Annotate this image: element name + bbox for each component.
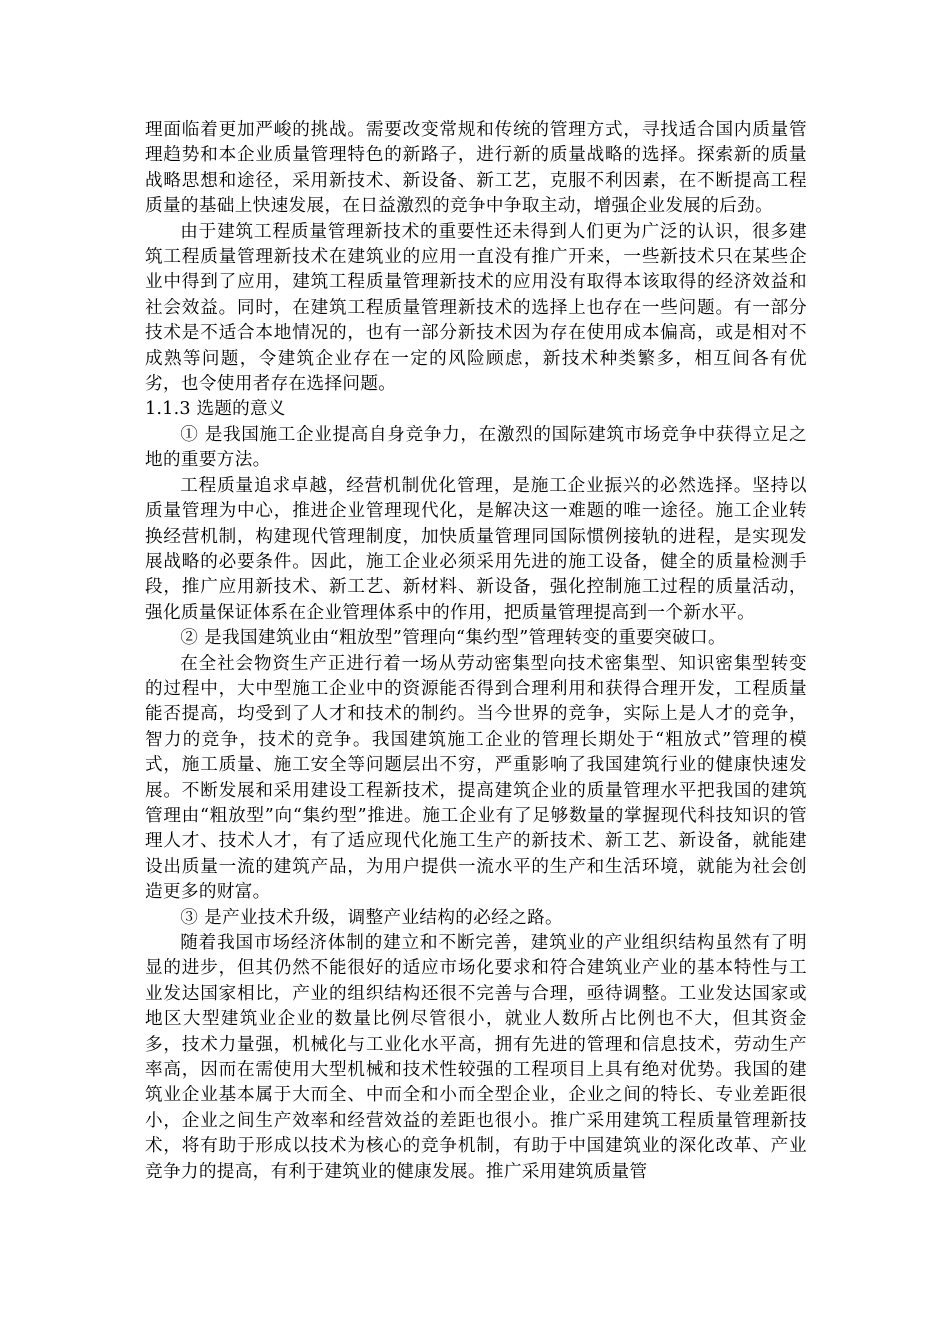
section-paragraph-2: 在全社会物资生产正进行着一场从劳动密集型向技术密集型、知识密集型转变的过程中，大中型施工企业中的资源能否得到合理利用和获得合理开发，工程质量能否提高，均受到了人才和技术的制约。当今世界的竞争，实际上是人才的竞争，智力的竞争，技术的竞争。我国建筑施工企业的管理长期处于“粗放式”管理的模式，施工质量、施工安全等问题层出不穷，严重影响了我国建筑行业的健康快速发展。不断发展和采用建设工程新技术，提高建筑企业的质量管理水平把我国的建筑管理由“粗放型”向“集约型”推进。施工企业有了足够数量的掌握现代科技知识的管理人才、技术人才，有了适应现代化施工生产的新技术、新工艺、新设备，就能建设出质量一流的建筑产品，为用户提供一流水平的生产和生活环境，就能为社会创造更多的财富。 [145, 653, 807, 903]
section-point-1: ① 是我国施工企业提高自身竞争力，在激烈的国际建筑市场竞争中获得立足之地的重要方法。 [145, 424, 807, 471]
section-paragraph-3: 随着我国市场经济体制的建立和不断完善，建筑业的产业组织结构虽然有了明显的进步，但其仍然不能很好的适应市场化要求和符合建筑业产业的基本特性与工业发达国家相比，产业的组织结构还很不完善与合理，亟待调整。工业发达国家或地区大型建筑业企业的数量比例尽管很小，就业人数所占比例也不大，但其资金多，技术力量强，机械化与工业化水平高，拥有先进的管理和信息技术，劳动生产率高，因而在需使用大型机械和技术性较强的工程项目上具有绝对优势。我国的建筑业企业基本属于大而全、中而全和小而全型企业，企业之间的特长、专业差距很小，企业之间生产效率和经营效益的差距也很小。推广采用建筑工程质量管理新技术，将有助于形成以技术为核心的竞争机制，有助于中国建筑业的深化改革、产业竞争力的提高，有利于建筑业的健康发展。推广采用建筑质量管 [145, 933, 807, 1182]
body-paragraph-1: 理面临着更加严峻的挑战。需要改变常规和传统的管理方式，寻找适合国内质量管理趋势和本企业质量管理特色的新路子，进行新的质量战略的选择。探索新的质量战略思想和途径，采用新技术、新设备、新工艺，克服不利因素，在不断提高工程质量的基础上快速发展，在日益激烈的竞争中争取主动，增强企业发展的后劲。 [145, 120, 807, 217]
body-paragraph-2: 由于建筑工程质量管理新技术的重要性还未得到人们更为广泛的认识，很多建筑工程质量管理新技术在建筑业的应用一直没有推广开来，一些新技术只在某些企业中得到了应用，建筑工程质量管理新技术的应用没有取得本该取得的经济效益和社会效益。同时，在建筑工程质量管理新技术的选择上也存在一些问题。有一部分技术是不适合本地情况的，也有一部分新技术因为存在使用成本偏高，或是相对不成熟等问题，令建筑企业存在一定的风险顾虑，新技术种类繁多，相互间各有优劣，也令使用者存在选择问题。 [145, 221, 807, 395]
section-heading: 1.1.3 选题的意义 [145, 399, 286, 420]
section-paragraph-1: 工程质量追求卓越，经营机制优化管理，是施工企业振兴的必然选择。坚持以质量管理为中心，推进企业管理现代化，是解决这一难题的唯一途径。施工企业转换经营机制，构建现代管理制度，加快质量管理同国际惯例接轨的进程，是实现发展战略的必要条件。因此，施工企业必须采用先进的施工设备，健全的质量检测手段，推广应用新技术、新工艺、新材料、新设备，强化控制施工过程的质量活动，强化质量保证体系在企业管理体系中的作用，把质量管理提高到一个新水平。 [145, 475, 807, 623]
section-point-2: ② 是我国建筑业由“粗放型”管理向“集约型”管理转变的重要突破口。 [180, 628, 726, 649]
document-body [145, 118, 807, 1185]
section-point-3: ③ 是产业技术升级，调整产业结构的必经之路。 [180, 907, 563, 928]
